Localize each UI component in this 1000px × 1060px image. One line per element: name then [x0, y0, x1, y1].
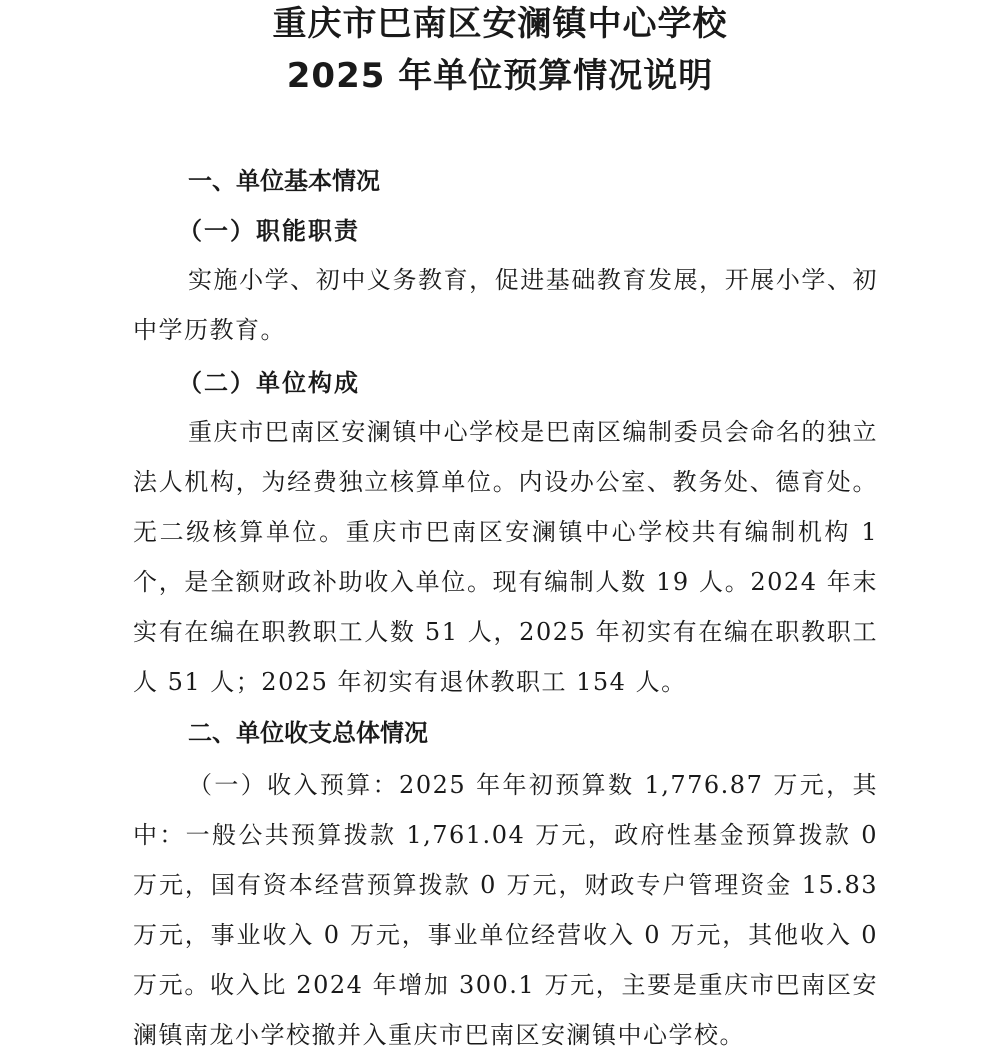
paragraph-revenue-budget: （一）收入预算：2025 年年初预算数 1,776.87 万元，其中：一般公共预算拨款 1,761.04 万元，政府性基金预算拨款 0 万元，国有资本经营预算拨款 0 万元，财政专户管理资金 15.83 万元，事业收入 0 万元，事业单位经营收入 0 万元，其他收入 0 万元。收入比 2024 年增加 300.1 万元，主要是重庆市巴南区安澜镇南龙小学校撤并入重庆市巴南区安澜镇中心学校。: [133, 771, 878, 1049]
paragraph-duties: 实施小学、初中义务教育，促进基础教育发展，开展小学、初中学历教育。: [133, 266, 878, 344]
paragraph-composition: 重庆市巴南区安澜镇中心学校是巴南区编制委员会命名的独立法人机构，为经费独立核算单位。内设办公室、教务处、德育处。无二级核算单位。重庆市巴南区安澜镇中心学校共有编制机构 1 个，是全额财政补助收入单位。现有编制人数 19 人。2024 年末实有在编在职教职工人数 51 人，2025 年初实有在编在职教职工人 51 人；2025 年初实有退休教职工 154 人。: [133, 418, 878, 696]
section-heading-basic-info: 一、单位基本情况: [188, 167, 380, 195]
subsection-heading-composition: （二）单位构成: [178, 368, 360, 397]
document-title-line-2: 2025 年单位预算情况说明: [286, 56, 714, 96]
section-heading-revenue-expenditure: 二、单位收支总体情况: [188, 719, 428, 747]
document-title-line-1: 重庆市巴南区安澜镇中心学校: [272, 4, 728, 44]
subsection-heading-duties: （一）职能职责: [178, 216, 360, 245]
